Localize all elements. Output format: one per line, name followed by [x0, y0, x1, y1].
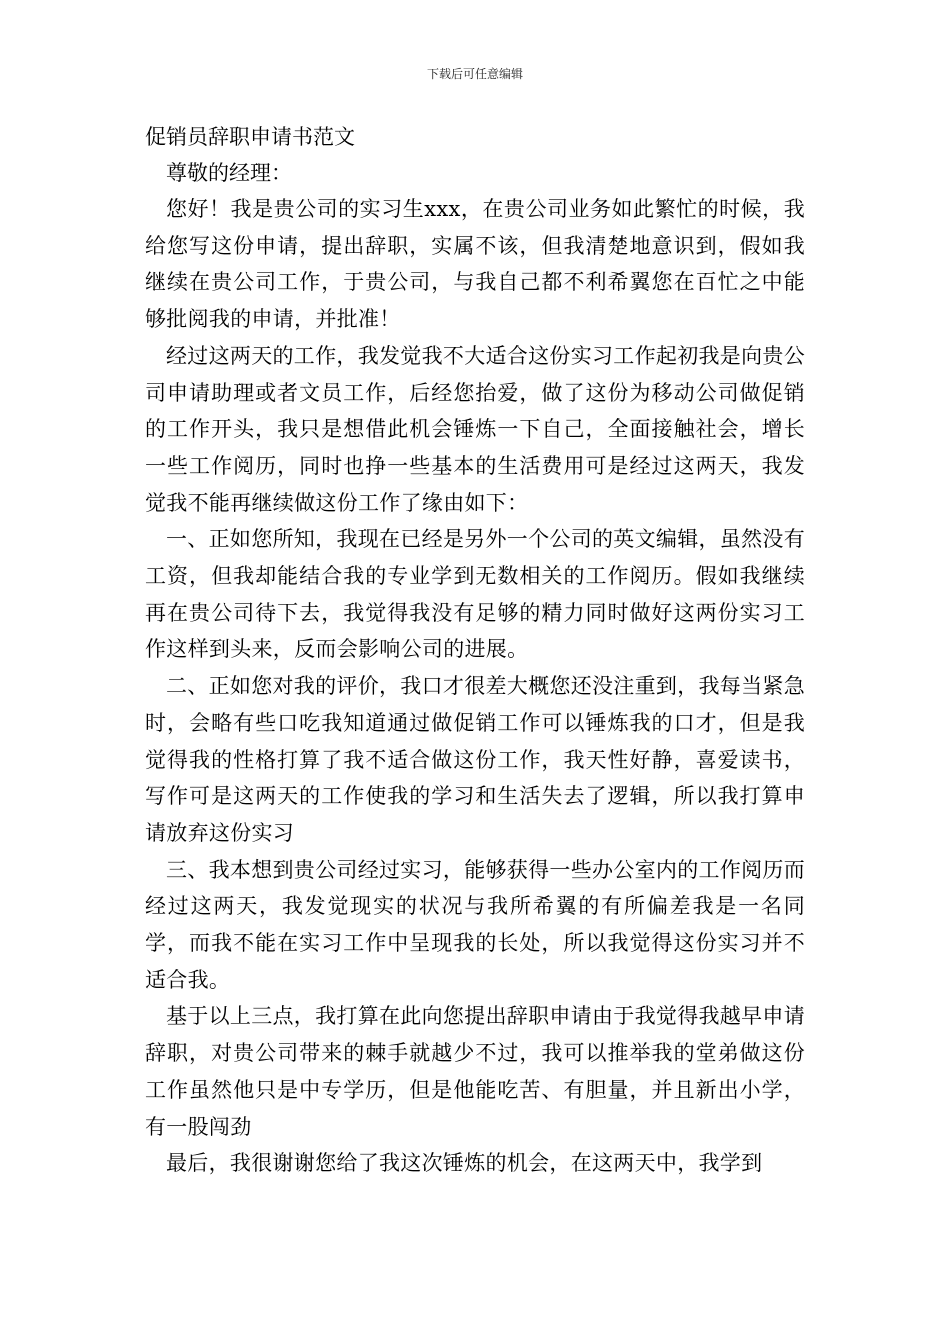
paragraph-reason-one: 一、正如您所知，我现在已经是另外一个公司的英文编辑，虽然没有工资，但我却能结合我的专业学到无数相关的工作阅历。假如我继续再在贵公司待下去，我觉得我没有足够的精力同时做好这两份实习工作这样到头来，反而会影响公司的进展。: [145, 527, 805, 662]
page-header-note: 下载后可任意编辑: [426, 67, 523, 81]
document-body: [145, 119, 805, 1182]
paragraph-background: 经过这两天的工作，我发觉我不大适合这份实习工作起初我是向贵公司申请助理或者文员工作，后经您抬爱，做了这份为移动公司做促销的工作开头，我只是想借此机会锤炼一下自己，全面接触社会，增长一些工作阅历，同时也挣一些基本的生活费用可是经过这两天，我发觉我不能再继续做这份工作了缘由如下：: [145, 343, 805, 515]
salutation: 尊敬的经理：: [166, 161, 292, 185]
paragraph-greeting: 您好！我是贵公司的实习生xxx，在贵公司业务如此繁忙的时候，我给您写这份申请，提出辞职，实属不该，但我清楚地意识到，假如我继续在贵公司工作，于贵公司，与我自己都不利希翼您在百忙之中能够批阅我的申请，并批准！: [145, 197, 805, 332]
paragraph-reason-two: 二、正如您对我的评价，我口才很差大概您还没注重到，我每当紧急时，会略有些口吃我知道通过做促销工作可以锤炼我的口才，但是我觉得我的性格打算了我不适合做这份工作，我天性好静，喜爱读书，写作可是这两天的工作使我的学习和生活失去了逻辑，所以我打算申请放弃这份实习: [145, 674, 805, 845]
paragraph-conclusion: 基于以上三点，我打算在此向您提出辞职申请由于我觉得我越早申请辞职，对贵公司带来的棘手就越少不过，我可以推举我的堂弟做这份工作虽然他只是中专学历，但是他能吃苦、有胆量，并且新出小学，有一股闯劲: [145, 1004, 805, 1139]
paragraph-closing: 最后，我很谢谢您给了我这次锤炼的机会，在这两天中，我学到: [166, 1151, 763, 1176]
paragraph-reason-three: 三、我本想到贵公司经过实习，能够获得一些办公室内的工作阅历而经过这两天，我发觉现实的状况与我所希翼的有所偏差我是一名同学，而我不能在实习工作中呈现我的长处，所以我觉得这份实习并不适合我。: [145, 857, 805, 992]
document-title: 促销员辞职申请书范文: [145, 125, 355, 149]
